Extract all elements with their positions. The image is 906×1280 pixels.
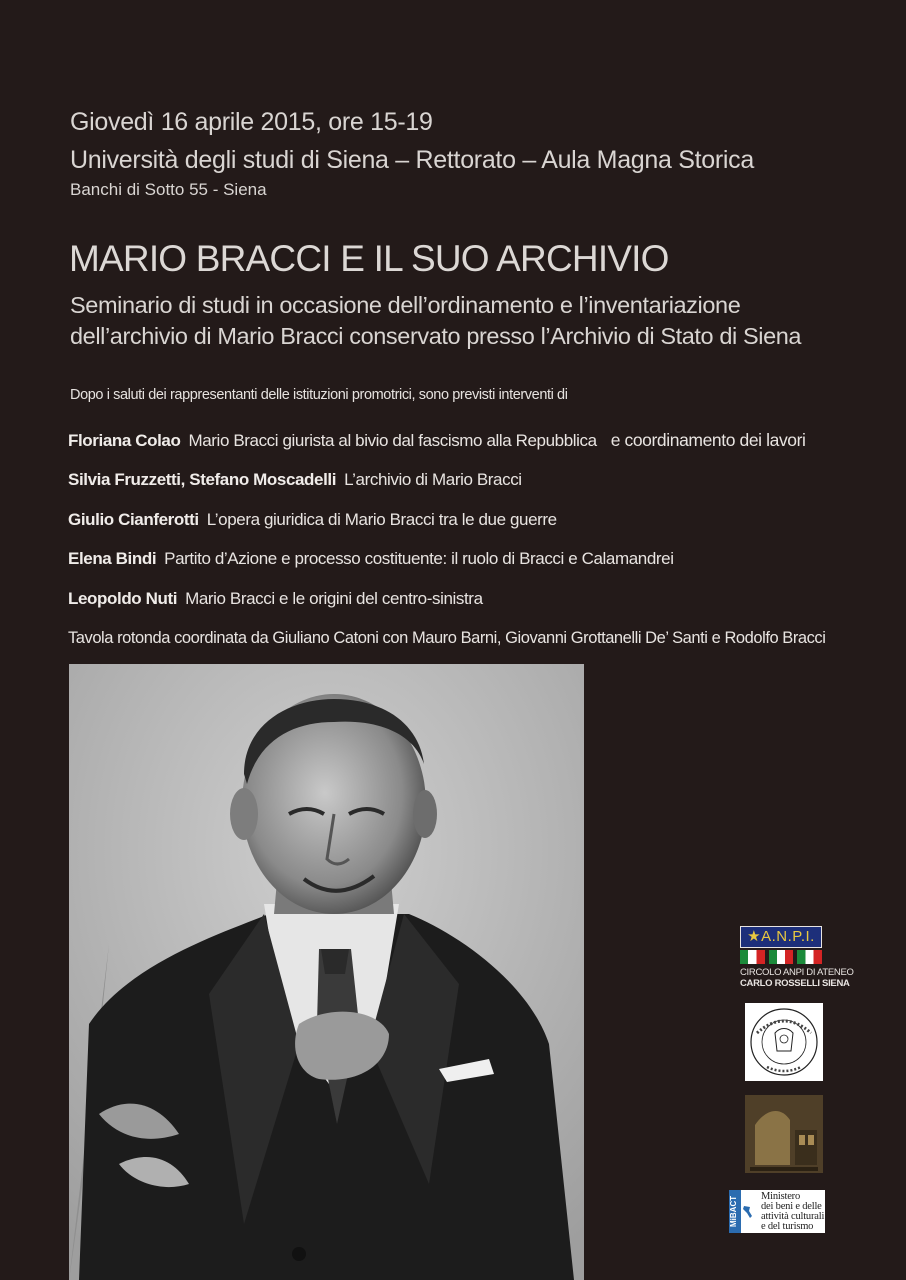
roundtable-note: Tavola rotonda coordinata da Giuliano Catoni con Mauro Barni, Giovanni Grottanelli De’ Santi e Rodolfo Bracci [68,629,826,647]
speaker-name: Silvia Fruzzetti [68,470,181,489]
talk-title: Partito d’Azione e processo costituente: il ruolo di Bracci e Calamandrei [164,549,674,568]
speaker-name: Floriana Colao [68,431,181,450]
talk-extra: e coordinamento dei lavori [610,430,806,450]
mibact-text: Ministero dei beni e delle attività culturali e del turismo [761,1191,825,1232]
italy-map-icon [742,1205,754,1219]
portrait-photo [69,664,584,1280]
talk-title: L’opera giuridica di Mario Bracci tra le due guerre [206,510,557,529]
event-address: Banchi di Sotto 55 - Siena [70,180,267,199]
speaker-name-2: Stefano Moscadelli [189,470,337,489]
speaker-name: Giulio Cianferotti [68,510,199,529]
talk-item [68,430,806,451]
mibact-logo [729,1190,825,1233]
italian-flags [740,950,822,964]
speaker-name: Elena Bindi [68,549,157,568]
mibact-bar: MiBACT [729,1190,741,1233]
speaker-name: Leopoldo Nuti [68,589,178,608]
university-seal-logo [745,1003,823,1081]
subtitle [70,290,801,352]
talk-title: Mario Bracci e le origini del centro-sinistra [185,589,483,608]
program-intro: Dopo i saluti dei rappresentanti delle istituzioni promotrici, sono previsti interventi di [70,387,568,403]
archivio-stato-logo [745,1095,823,1173]
subtitle-line-2: dell’archivio di Mario Bracci conservato presso l’Archivio di Stato di Siena [70,323,802,349]
event-date: Giovedì 16 aprile 2015, ore 15-19 [70,108,433,136]
subtitle-line-1: Seminario di studi in occasione dell’ordinamento e l’inventariazione [70,292,741,318]
talk-item [68,589,483,609]
page-title: MARIO BRACCI E IL SUO ARCHIVIO [69,238,669,279]
talk-item: Silvia Fruzzetti, Stefano Moscadelli L’archivio di Mario Bracci [68,470,522,489]
event-venue: Università degli studi di Siena – Rettorato – Aula Magna Storica [70,146,754,174]
anpi-badge: ★A.N.P.I. [740,926,822,948]
talk-item [68,510,557,530]
talk-item [68,549,674,569]
anpi-logo [740,926,854,994]
talk-title: Mario Bracci giurista al bivio dal fascismo alla Repubblica [188,431,597,450]
anpi-caption: CIRCOLO ANPI DI ATENEO CARLO ROSSELLI SIENA [740,967,854,989]
talk-title: L’archivio di Mario Bracci [344,470,522,489]
